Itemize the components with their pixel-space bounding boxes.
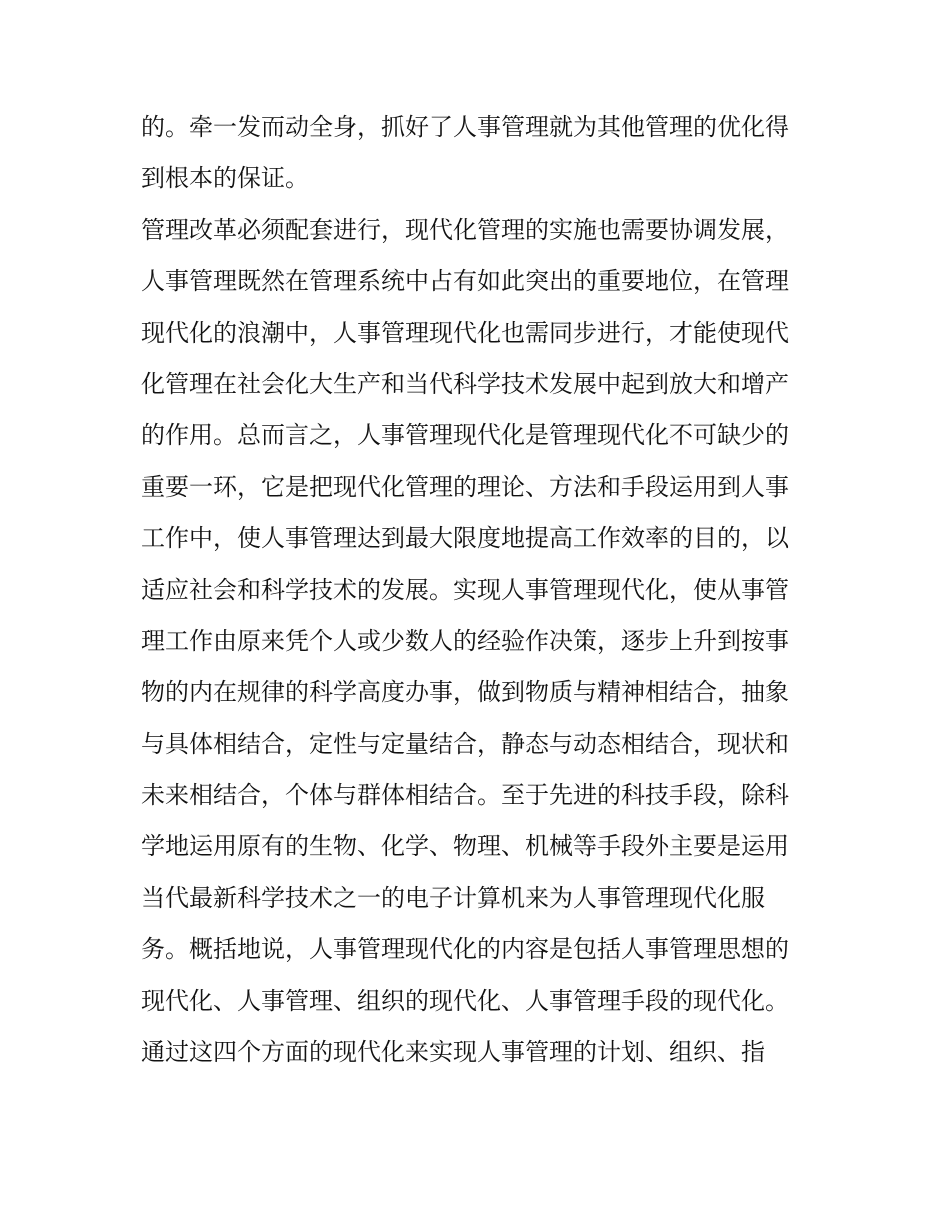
text-line: 化管理在社会化大生产和当代科学技术发展中起到放大和增产 (141, 369, 789, 398)
text-line: 到根本的保证。 (141, 164, 309, 193)
text-line: 未来相结合，个体与群体相结合。至于先进的科技手段，除科 (141, 781, 789, 810)
text-line: 的。牵一发而动全身，抓好了人事管理就为其他管理的优化得 (141, 113, 789, 141)
text-line: 重要一环，它是把现代化管理的理论、方法和手段运用到人事 (141, 472, 789, 501)
text-line: 的作用。总而言之，人事管理现代化是管理现代化不可缺少的 (141, 421, 789, 450)
text-line: 工作中，使人事管理达到最大限度地提高工作效率的目的，以 (141, 524, 789, 553)
text-line: 与具体相结合，定性与定量结合，静态与动态相结合，现状和 (141, 729, 789, 758)
text-line: 管理改革必须配套进行，现代化管理的实施也需要协调发展， (141, 215, 789, 244)
body-text (141, 102, 821, 1078)
text-line: 物的内在规律的科学高度办事，做到物质与精神相结合，抽象 (141, 678, 789, 707)
text-line: 现代化的浪潮中，人事管理现代化也需同步进行，才能使现代 (141, 318, 789, 347)
text-line: 人事管理既然在管理系统中占有如此突出的重要地位，在管理 (141, 267, 789, 296)
text-line: 当代最新科学技术之一的电子计算机来为人事管理现代化服 (141, 883, 765, 912)
text-line: 学地运用原有的生物、化学、物理、机械等手段外主要是运用 (141, 832, 789, 861)
text-line: 理工作由原来凭个人或少数人的经验作决策，逐步上升到按事 (141, 626, 789, 655)
text-line: 务。概括地说，人事管理现代化的内容是包括人事管理思想的 (141, 935, 789, 964)
text-line: 适应社会和科学技术的发展。实现人事管理现代化，使从事管 (141, 575, 789, 604)
text-line: 现代化、人事管理、组织的现代化、人事管理手段的现代化。 (141, 986, 789, 1015)
text-line: 通过这四个方面的现代化来实现人事管理的计划、组织、指 (141, 1038, 765, 1067)
